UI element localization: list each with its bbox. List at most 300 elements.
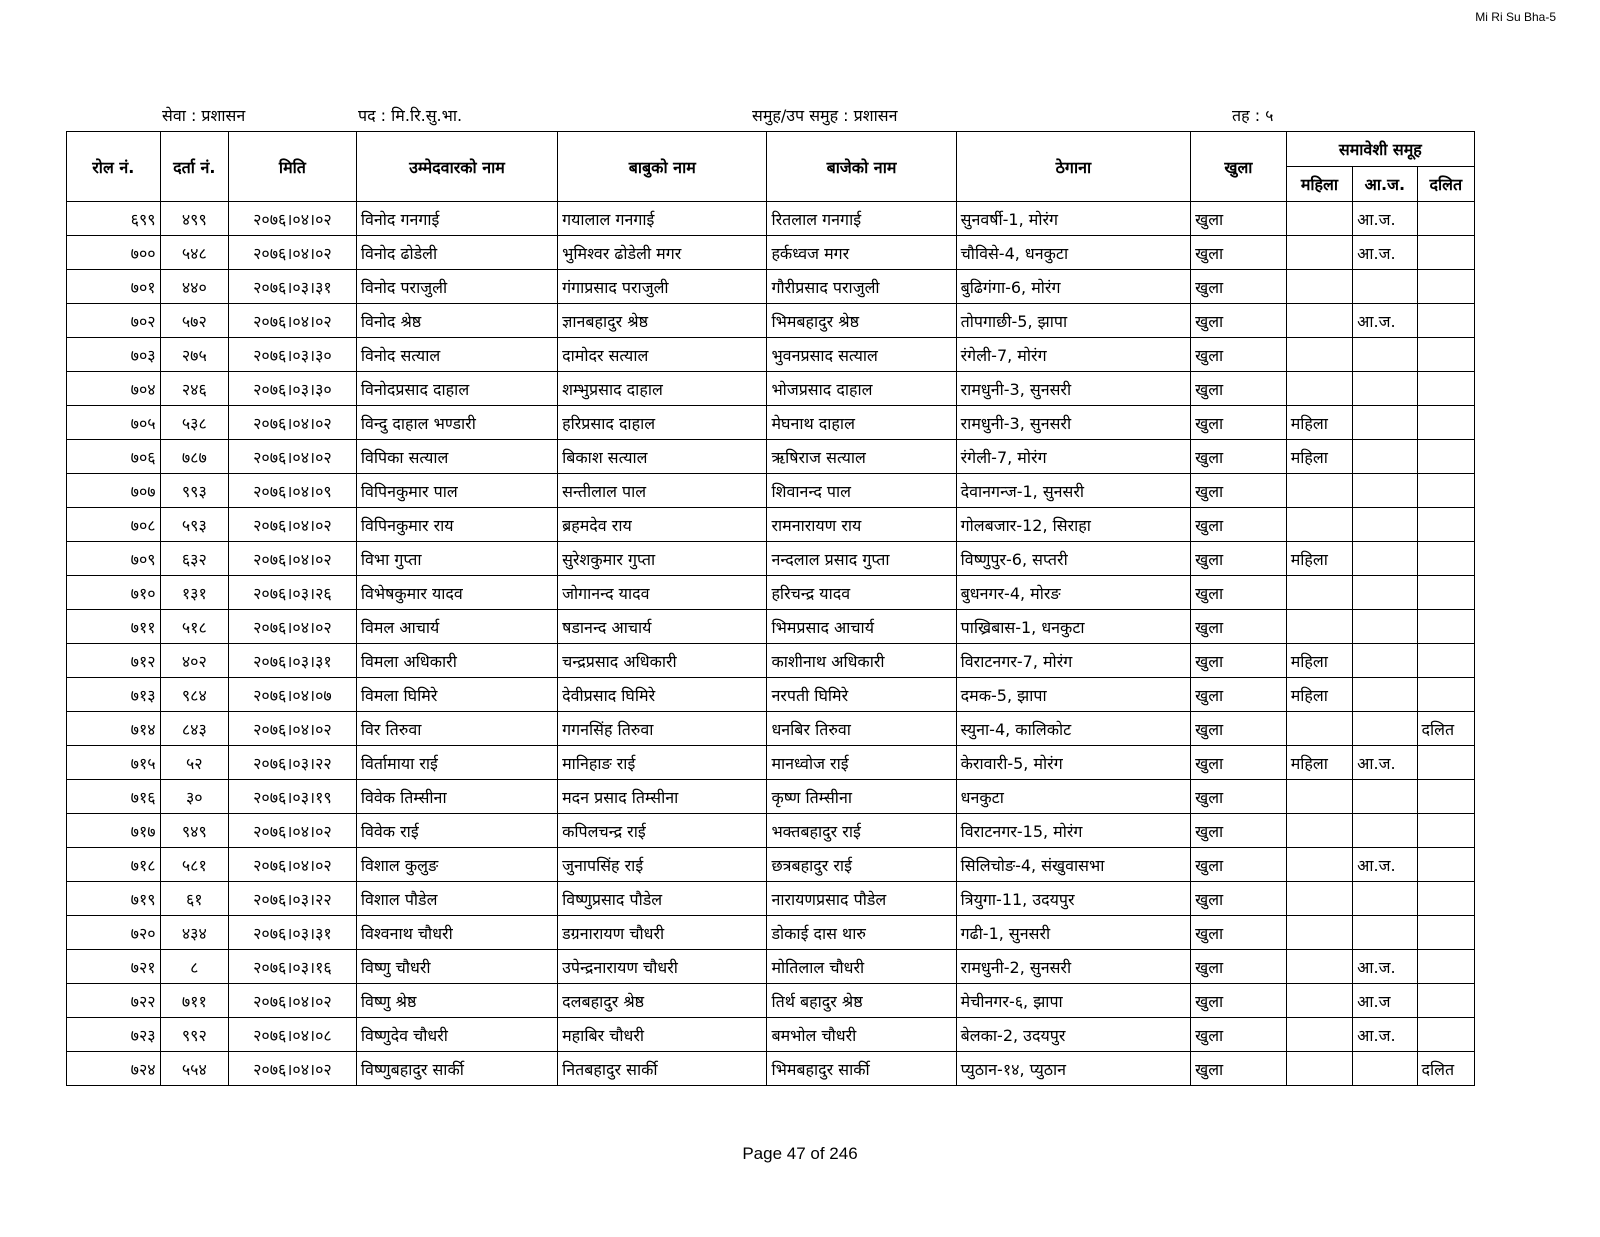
cell-open: खुला [1191,916,1287,950]
cell-grandfather: मानध्वोज राई [767,746,956,780]
cell-janajati: आ.ज. [1353,1018,1417,1052]
cell-roll: ७०१ [67,270,161,304]
table-row [67,780,1475,814]
cell-janajati: आ.ज. [1353,236,1417,270]
cell-grandfather: डोकाई दास थारु [767,916,956,950]
cell-open: खुला [1191,848,1287,882]
table-row [67,474,1475,508]
cell-grandfather: भक्तबहादुर राई [767,814,956,848]
cell-grandfather: भिमबहादुर सार्की [767,1052,956,1086]
cell-janajati [1353,508,1417,542]
cell-women [1286,576,1352,610]
cell-dalit [1417,678,1474,712]
cell-roll: ७०७ [67,474,161,508]
cell-dalit: दलित [1417,712,1474,746]
cell-roll: ६९९ [67,202,161,236]
cell-women [1286,916,1352,950]
table-row [67,882,1475,916]
cell-roll: ७१२ [67,644,161,678]
cell-dalit [1417,882,1474,916]
table-row [67,950,1475,984]
cell-grandfather: नारायणप्रसाद पौडेल [767,882,956,916]
cell-reg: १३१ [160,576,228,610]
cell-name: विमला घिमिरे [356,678,557,712]
cell-date: २०७६।०३।३१ [229,270,357,304]
cell-janajati [1353,406,1417,440]
cell-date: २०७६।०४।०२ [229,814,357,848]
cell-date: २०७६।०४।०२ [229,406,357,440]
cell-grandfather: नरपती घिमिरे [767,678,956,712]
table-row [67,202,1475,236]
cell-father: नितबहादुर सार्की [558,1052,767,1086]
cell-roll: ७१९ [67,882,161,916]
cell-open: खुला [1191,1018,1287,1052]
cell-date: २०७६।०३।२२ [229,882,357,916]
header-inclusive: समावेशी समूह [1286,132,1474,167]
cell-women [1286,610,1352,644]
cell-roll: ७०० [67,236,161,270]
cell-grandfather: रामनारायण राय [767,508,956,542]
cell-date: २०७६।०४।०२ [229,542,357,576]
cell-reg: ९४९ [160,814,228,848]
cell-women [1286,338,1352,372]
cell-dalit [1417,916,1474,950]
cell-open: खुला [1191,236,1287,270]
cell-address: गढी-1, सुनसरी [956,916,1190,950]
cell-name: विनोद श्रेष्ठ [356,304,557,338]
cell-name: विभेषकुमार यादव [356,576,557,610]
cell-roll: ७१५ [67,746,161,780]
cell-date: २०७६।०३।२२ [229,746,357,780]
cell-open: खुला [1191,1052,1287,1086]
cell-name: विष्णुबहादुर सार्की [356,1052,557,1086]
cell-date: २०७६।०४।०२ [229,202,357,236]
cell-reg: ५१८ [160,610,228,644]
cell-women [1286,882,1352,916]
cell-grandfather: कृष्ण तिम्सीना [767,780,956,814]
cell-open: खुला [1191,338,1287,372]
cell-women [1286,712,1352,746]
header-roll: रोल नं. [67,132,161,202]
cell-janajati [1353,678,1417,712]
cell-father: गगनसिंह तिरुवा [558,712,767,746]
header-name: उम्मेदवारको नाम [356,132,557,202]
cell-father: भुमिश्वर ढोडेली मगर [558,236,767,270]
cell-open: खुला [1191,814,1287,848]
cell-open: खुला [1191,372,1287,406]
cell-father: जोगानन्द यादव [558,576,767,610]
table-row [67,440,1475,474]
table-row [67,372,1475,406]
table-row [67,508,1475,542]
cell-address: धनकुटा [956,780,1190,814]
cell-reg: ५४८ [160,236,228,270]
cell-open: खुला [1191,644,1287,678]
cell-janajati [1353,576,1417,610]
cell-father: दलबहादुर श्रेष्ठ [558,984,767,1018]
cell-janajati [1353,916,1417,950]
level-label: तह : ५ [1232,106,1274,125]
cell-janajati [1353,814,1417,848]
candidate-rows [67,202,1475,1086]
cell-janajati: आ.ज. [1353,746,1417,780]
cell-roll: ७०४ [67,372,161,406]
header-women: महिला [1286,167,1352,202]
header-janajati: आ.ज. [1353,167,1417,202]
cell-father: हरिप्रसाद दाहाल [558,406,767,440]
cell-grandfather: मोतिलाल चौधरी [767,950,956,984]
cell-women: महिला [1286,746,1352,780]
cell-grandfather: हरिचन्द्र यादव [767,576,956,610]
cell-janajati [1353,644,1417,678]
cell-date: २०७६।०४।०२ [229,440,357,474]
cell-date: २०७६।०४।०७ [229,678,357,712]
cell-women [1286,304,1352,338]
cell-reg: ४०२ [160,644,228,678]
cell-reg: ६१ [160,882,228,916]
cell-father: ज्ञानबहादुर श्रेष्ठ [558,304,767,338]
cell-open: खुला [1191,508,1287,542]
cell-date: २०७६।०४।०२ [229,304,357,338]
cell-name: विवेक राई [356,814,557,848]
cell-address: बेलका-2, उदयपुर [956,1018,1190,1052]
cell-address: देवानगन्ज-1, सुनसरी [956,474,1190,508]
table-row [67,338,1475,372]
cell-grandfather: भिमप्रसाद आचार्य [767,610,956,644]
table-row [67,746,1475,780]
cell-roll: ७०६ [67,440,161,474]
cell-dalit [1417,576,1474,610]
cell-roll: ७१० [67,576,161,610]
cell-date: २०७६।०३।१६ [229,950,357,984]
cell-roll: ७१८ [67,848,161,882]
cell-dalit [1417,644,1474,678]
cell-janajati [1353,440,1417,474]
cell-reg: ७११ [160,984,228,1018]
cell-women [1286,508,1352,542]
cell-name: विनोद गनगाई [356,202,557,236]
cell-reg: ५८१ [160,848,228,882]
cell-women: महिला [1286,440,1352,474]
cell-reg: ४३४ [160,916,228,950]
table-row [67,236,1475,270]
table-row [67,678,1475,712]
cell-open: खुला [1191,576,1287,610]
cell-roll: ७०९ [67,542,161,576]
cell-dalit [1417,406,1474,440]
cell-address: प्युठान-१४, प्युठान [956,1052,1190,1086]
cell-women [1286,814,1352,848]
cell-reg: ६३२ [160,542,228,576]
cell-women: महिला [1286,406,1352,440]
table-row [67,712,1475,746]
cell-reg: ८ [160,950,228,984]
cell-roll: ७२१ [67,950,161,984]
candidate-table [66,131,1475,1086]
cell-address: पाख्रिबास-1, धनकुटा [956,610,1190,644]
cell-women [1286,950,1352,984]
cell-grandfather: नन्दलाल प्रसाद गुप्ता [767,542,956,576]
cell-roll: ७१७ [67,814,161,848]
cell-dalit [1417,1018,1474,1052]
cell-dalit [1417,984,1474,1018]
cell-date: २०७६।०४।०२ [229,712,357,746]
cell-reg: ५९३ [160,508,228,542]
cell-name: विनोद पराजुली [356,270,557,304]
header-grandfather: बाजेको नाम [767,132,956,202]
cell-date: २०७६।०३।३० [229,372,357,406]
cell-name: विपिका सत्याल [356,440,557,474]
cell-open: खुला [1191,474,1287,508]
cell-women: महिला [1286,542,1352,576]
cell-dalit [1417,474,1474,508]
cell-janajati [1353,1052,1417,1086]
cell-reg: ८४३ [160,712,228,746]
cell-janajati: आ.ज. [1353,848,1417,882]
cell-dalit [1417,304,1474,338]
cell-name: विष्णु चौधरी [356,950,557,984]
cell-address: बुढिगंगा-6, मोरंग [956,270,1190,304]
cell-date: २०७६।०४।०२ [229,610,357,644]
cell-open: खुला [1191,440,1287,474]
cell-father: महाबिर चौधरी [558,1018,767,1052]
table-row [67,1052,1475,1086]
cell-address: विराटनगर-15, मोरंग [956,814,1190,848]
cell-roll: ७१४ [67,712,161,746]
cell-open: खुला [1191,202,1287,236]
header-dalit: दलित [1417,167,1474,202]
table-row [67,984,1475,1018]
group-label: समुह/उप समुह : प्रशासन [752,106,898,125]
cell-address: गोलबजार-12, सिराहा [956,508,1190,542]
table-row [67,304,1475,338]
cell-open: खुला [1191,542,1287,576]
cell-grandfather: छत्रबहादुर राई [767,848,956,882]
cell-date: २०७६।०४।०९ [229,474,357,508]
cell-reg: ५२ [160,746,228,780]
cell-janajati [1353,270,1417,304]
cell-name: विभा गुप्ता [356,542,557,576]
cell-name: विपिनकुमार राय [356,508,557,542]
service-label: सेवा : प्रशासन [162,106,246,125]
cell-roll: ७२४ [67,1052,161,1086]
table-row [67,848,1475,882]
cell-father: सन्तीलाल पाल [558,474,767,508]
cell-reg: २७५ [160,338,228,372]
cell-date: २०७६।०४।०२ [229,984,357,1018]
cell-women [1286,1018,1352,1052]
cell-roll: ७०२ [67,304,161,338]
cell-open: खुला [1191,610,1287,644]
post-label: पद : मि.रि.सु.भा. [358,106,463,125]
cell-name: विमल आचार्य [356,610,557,644]
cell-open: खुला [1191,678,1287,712]
table-row [67,916,1475,950]
cell-grandfather: भोजप्रसाद दाहाल [767,372,956,406]
cell-address: बुधनगर-4, मोरङ [956,576,1190,610]
cell-reg: ५७२ [160,304,228,338]
cell-women [1286,270,1352,304]
header-address: ठेगाना [956,132,1190,202]
cell-dalit [1417,746,1474,780]
cell-women [1286,236,1352,270]
cell-name: विशाल पौडेल [356,882,557,916]
cell-father: मानिहाङ राई [558,746,767,780]
cell-address: विष्णुपुर-6, सप्तरी [956,542,1190,576]
cell-name: विष्णु श्रेष्ठ [356,984,557,1018]
cell-father: शम्भुप्रसाद दाहाल [558,372,767,406]
cell-father: दामोदर सत्याल [558,338,767,372]
cell-grandfather: ऋषिराज सत्याल [767,440,956,474]
cell-father: सुरेशकुमार गुप्ता [558,542,767,576]
cell-janajati [1353,372,1417,406]
cell-roll: ७११ [67,610,161,644]
cell-father: उपेन्द्रनारायण चौधरी [558,950,767,984]
document-code: Mi Ri Su Bha-5 [1475,10,1556,24]
cell-father: गयालाल गनगाई [558,202,767,236]
cell-date: २०७६।०३।३१ [229,916,357,950]
cell-janajati: आ.ज. [1353,202,1417,236]
cell-roll: ७०८ [67,508,161,542]
table-meta-line [0,104,1600,128]
cell-reg: ५५४ [160,1052,228,1086]
cell-father: विष्णुप्रसाद पौडेल [558,882,767,916]
cell-reg: २४६ [160,372,228,406]
cell-women [1286,984,1352,1018]
cell-open: खुला [1191,780,1287,814]
cell-date: २०७६।०४।०२ [229,236,357,270]
cell-janajati: आ.ज [1353,984,1417,1018]
cell-reg: ९९३ [160,474,228,508]
header-reg: दर्ता नं. [160,132,228,202]
cell-name: विर तिरुवा [356,712,557,746]
cell-dalit [1417,610,1474,644]
cell-date: २०७६।०३।१९ [229,780,357,814]
cell-reg: ५३८ [160,406,228,440]
cell-address: रंगेली-7, मोरंग [956,338,1190,372]
cell-address: दमक-5, झापा [956,678,1190,712]
cell-father: कपिलचन्द्र राई [558,814,767,848]
cell-address: तोपगाछी-5, झापा [956,304,1190,338]
cell-roll: ७१६ [67,780,161,814]
cell-grandfather: काशीनाथ अधिकारी [767,644,956,678]
cell-janajati [1353,474,1417,508]
cell-janajati: आ.ज. [1353,304,1417,338]
cell-father: मदन प्रसाद तिम्सीना [558,780,767,814]
cell-dalit [1417,508,1474,542]
cell-date: २०७६।०४।०२ [229,508,357,542]
cell-reg: ४४० [160,270,228,304]
cell-roll: ७२२ [67,984,161,1018]
cell-father: गंगाप्रसाद पराजुली [558,270,767,304]
cell-name: विन्दु दाहाल भण्डारी [356,406,557,440]
header-date: मिति [229,132,357,202]
cell-reg: ९९२ [160,1018,228,1052]
cell-open: खुला [1191,950,1287,984]
header-open: खुला [1191,132,1287,202]
table-row [67,814,1475,848]
cell-janajati [1353,882,1417,916]
cell-father: बिकाश सत्याल [558,440,767,474]
cell-dalit [1417,814,1474,848]
cell-roll: ७०३ [67,338,161,372]
cell-address: स्युना-4, कालिकोट [956,712,1190,746]
table-row [67,1018,1475,1052]
cell-dalit [1417,848,1474,882]
cell-grandfather: बमभोल चौधरी [767,1018,956,1052]
table-row [67,576,1475,610]
cell-reg: ९८४ [160,678,228,712]
cell-roll: ७१३ [67,678,161,712]
cell-open: खुला [1191,270,1287,304]
cell-dalit: दलित [1417,1052,1474,1086]
table-row [67,270,1475,304]
cell-women [1286,848,1352,882]
cell-name: विनोद सत्याल [356,338,557,372]
cell-dalit [1417,780,1474,814]
cell-women: महिला [1286,644,1352,678]
cell-grandfather: धनबिर तिरुवा [767,712,956,746]
cell-open: खुला [1191,304,1287,338]
page-number: Page 47 of 246 [742,1144,858,1163]
cell-women [1286,202,1352,236]
cell-grandfather: मेघनाथ दाहाल [767,406,956,440]
cell-dalit [1417,202,1474,236]
cell-address: त्रियुगा-11, उदयपुर [956,882,1190,916]
cell-dalit [1417,236,1474,270]
cell-women: महिला [1286,678,1352,712]
cell-date: २०७६।०३।३० [229,338,357,372]
cell-date: २०७६।०३।३१ [229,644,357,678]
table-row [67,542,1475,576]
cell-address: सुनवर्षी-1, मोरंग [956,202,1190,236]
cell-father: चन्द्रप्रसाद अधिकारी [558,644,767,678]
cell-address: चौविसे-4, धनकुटा [956,236,1190,270]
table-row [67,644,1475,678]
cell-grandfather: हर्कध्वज मगर [767,236,956,270]
cell-name: विवेक तिम्सीना [356,780,557,814]
cell-grandfather: रितलाल गनगाई [767,202,956,236]
cell-address: विराटनगर-7, मोरंग [956,644,1190,678]
cell-name: विनोद ढोडेली [356,236,557,270]
cell-date: २०७६।०३।२६ [229,576,357,610]
cell-grandfather: शिवानन्द पाल [767,474,956,508]
header-father: बाबुको नाम [558,132,767,202]
cell-reg: ७८७ [160,440,228,474]
cell-open: खुला [1191,712,1287,746]
cell-janajati [1353,542,1417,576]
cell-name: विशाल कुलुङ [356,848,557,882]
cell-address: रंगेली-7, मोरंग [956,440,1190,474]
cell-father: जुनापसिंह राई [558,848,767,882]
cell-roll: ७२० [67,916,161,950]
cell-open: खुला [1191,882,1287,916]
cell-dalit [1417,542,1474,576]
cell-name: विर्तामाया राई [356,746,557,780]
cell-father: षडानन्द आचार्य [558,610,767,644]
cell-father: ब्रहमदेव राय [558,508,767,542]
cell-address: केरावारी-5, मोरंग [956,746,1190,780]
cell-reg: ४९९ [160,202,228,236]
cell-date: २०७६।०४।०८ [229,1018,357,1052]
cell-roll: ७२३ [67,1018,161,1052]
cell-open: खुला [1191,984,1287,1018]
cell-address: रामधुनी-3, सुनसरी [956,372,1190,406]
table-row [67,610,1475,644]
cell-address: मेचीनगर-६, झापा [956,984,1190,1018]
cell-name: विश्वनाथ चौधरी [356,916,557,950]
cell-janajati [1353,780,1417,814]
